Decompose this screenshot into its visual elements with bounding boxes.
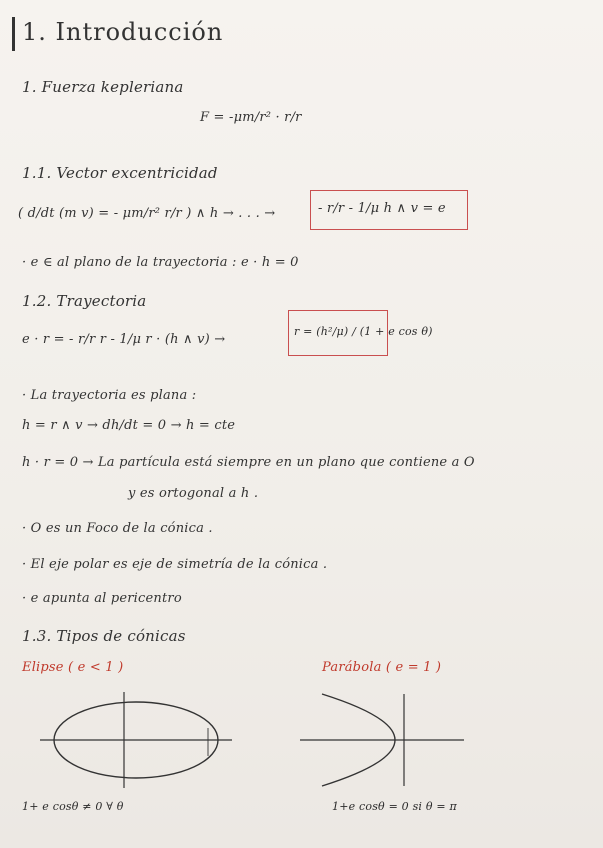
- section-1-formula: F = -μm/r² · r/r: [200, 110, 302, 125]
- line-ortogonal: y es ortogonal a h .: [128, 486, 259, 501]
- margin-bar: [12, 17, 15, 51]
- parabola-label: Parábola ( e = 1 ): [322, 660, 442, 675]
- section-1-1-bullet: · e ∈ al plano de la trayectoria : e · h = 0: [22, 255, 299, 270]
- section-1-3-heading: 1.3. Tipos de cónicas: [22, 627, 186, 645]
- bullet-plana: · La trayectoria es plana :: [22, 388, 197, 403]
- section-1-heading: 1. Fuerza kepleriana: [22, 78, 184, 96]
- bullet-pericentro: · e apunta al pericentro: [22, 591, 182, 606]
- section-1-1-equation: ( d/dt (m v) = - μm/r² r/r ) ∧ h → . . . →: [18, 206, 276, 221]
- equation-h-dot-r: h · r = 0 → La partícula está siempre en un plano que contiene a O: [22, 455, 475, 470]
- page-title: 1. Introducción: [22, 18, 224, 46]
- section-1-2-equation: e · r = - r/r r - 1/μ r · (h ∧ v) →: [22, 332, 226, 347]
- bullet-foco: · O es un Foco de la cónica .: [22, 521, 213, 536]
- parabola-sketch: [298, 688, 468, 788]
- ellipse-label: Elipse ( e < 1 ): [22, 660, 124, 675]
- section-1-1-boxed-equation: - r/r - 1/μ h ∧ v = e: [318, 201, 446, 216]
- bullet-eje-polar: · El eje polar es eje de simetría de la cónica .: [22, 557, 328, 572]
- section-1-1-heading: 1.1. Vector excentricidad: [22, 164, 218, 182]
- section-1-2-boxed-equation: r = (h²/μ) / (1 + e cos θ): [294, 325, 433, 338]
- ellipse-note: 1+ e cosθ ≠ 0 ∀ θ: [22, 800, 124, 813]
- parabola-note: 1+e cosθ = 0 si θ = π: [332, 800, 457, 813]
- equation-h-cte: h = r ∧ v → dh/dt = 0 → h = cte: [22, 418, 236, 433]
- ellipse-sketch: [36, 690, 236, 790]
- section-1-2-heading: 1.2. Trayectoria: [22, 292, 147, 310]
